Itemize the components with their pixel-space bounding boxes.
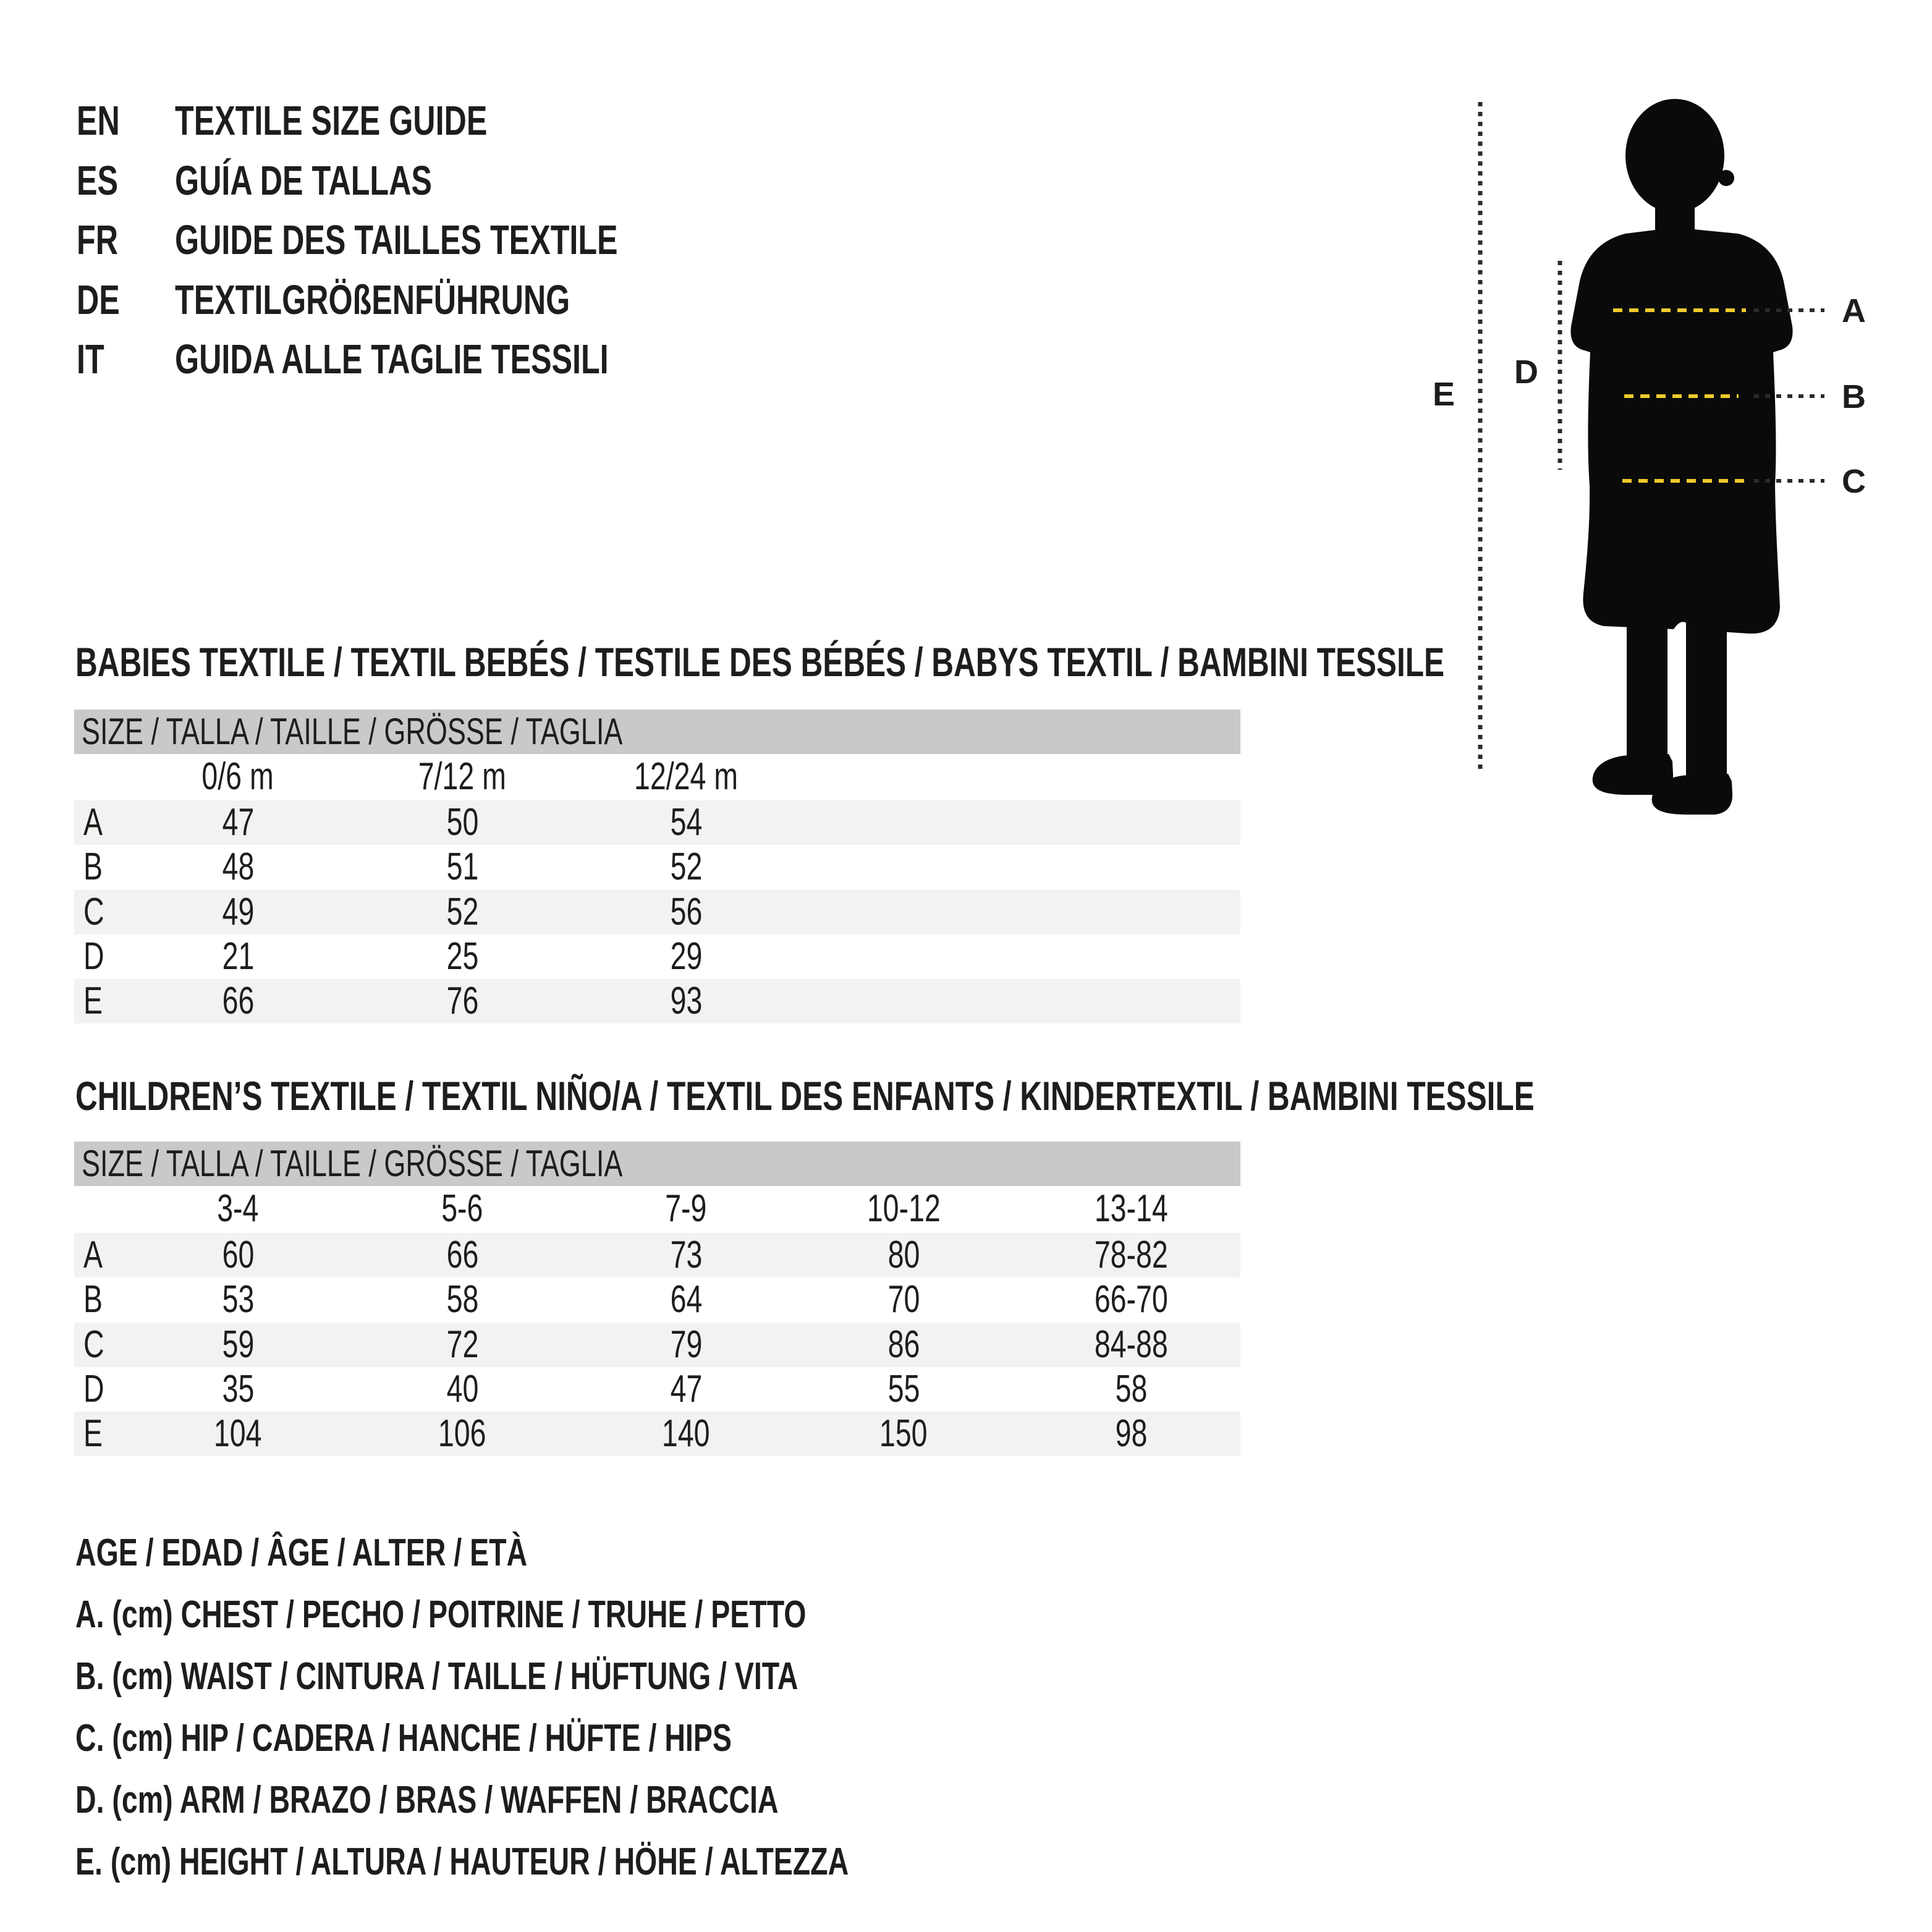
language-title: TEXTILGRÖßENFÜHRUNG: [175, 277, 570, 323]
row-label: B: [83, 845, 103, 888]
column-header: 7-9: [665, 1187, 707, 1230]
measure-label-e: E: [1433, 376, 1455, 413]
legend-line-chest: A. (cm) CHEST / PECHO / POITRINE / TRUHE / PETTO: [75, 1593, 807, 1636]
table-cell: 54: [670, 801, 702, 844]
table-cell: 55: [888, 1368, 920, 1410]
row-label: D: [83, 935, 104, 978]
table-cell: 66-70: [1094, 1278, 1168, 1321]
table-cell: 47: [670, 1368, 702, 1410]
table-row: [74, 845, 1240, 889]
column-header: 13-14: [1094, 1187, 1168, 1230]
table-cell: 59: [222, 1323, 254, 1366]
column-header: 12/24 m: [633, 755, 739, 798]
babies-section-heading: BABIES TEXTILE / TEXTIL BEBÉS / TESTILE DES BÉBÉS / BABYS TEXTIL / BAMBINI TESSILE: [75, 639, 1444, 685]
babies-column-header-row: [74, 755, 1240, 799]
language-title: GUIDE DES TAILLES TEXTILE: [175, 217, 618, 263]
table-cell: 58: [1115, 1368, 1147, 1410]
measure-label-d: D: [1514, 354, 1538, 391]
legend-line-waist: B. (cm) WAIST / CINTURA / TAILLE / HÜFTUNG / VITA: [75, 1655, 799, 1698]
table-row: [74, 1367, 1240, 1412]
child-silhouette: [1570, 99, 1792, 815]
table-cell: 64: [670, 1278, 702, 1321]
table-row: [74, 1233, 1240, 1277]
table-cell: 50: [446, 801, 478, 844]
table-cell: 29: [670, 935, 702, 978]
table-row: [74, 979, 1240, 1023]
measure-label-a: A: [1842, 292, 1866, 329]
table-cell: 80: [888, 1234, 920, 1276]
table-cell: 84-88: [1094, 1323, 1168, 1366]
language-title: GUIDA ALLE TAGLIE TESSILI: [175, 336, 609, 383]
child-measurement-figure: [1409, 74, 1932, 822]
language-row: [77, 277, 701, 323]
table-row: [74, 1323, 1240, 1367]
table-cell: 79: [670, 1323, 702, 1366]
language-code: EN: [77, 98, 120, 144]
language-code: FR: [77, 217, 118, 263]
language-code: DE: [77, 277, 120, 323]
children-column-header-row: [74, 1187, 1240, 1231]
table-cell: 52: [670, 845, 702, 888]
row-label: C: [83, 1323, 104, 1366]
row-label: A: [83, 801, 103, 844]
row-label: B: [83, 1278, 103, 1321]
language-row: [77, 158, 518, 204]
silhouette-body: [1570, 227, 1792, 633]
legend-line-age: AGE / EDAD / ÂGE / ALTER / ETÀ: [75, 1532, 528, 1574]
table-cell: 52: [446, 891, 478, 933]
silhouette-ear: [1718, 170, 1734, 186]
legend-line-height: E. (cm) HEIGHT / ALTURA / HAUTEUR / HÖHE / ALTEZZA: [75, 1841, 849, 1883]
table-cell: 47: [222, 801, 254, 844]
column-header: 10-12: [866, 1187, 941, 1230]
table-cell: 25: [446, 935, 478, 978]
row-label: E: [83, 1412, 103, 1455]
row-label: E: [83, 980, 103, 1022]
babies-size-header-band: SIZE / TALLA / TAILLE / GRÖSSE / TAGLIA: [74, 710, 1240, 754]
column-header: 3-4: [217, 1187, 259, 1230]
table-cell: 76: [446, 980, 478, 1022]
table-cell: 78-82: [1094, 1234, 1168, 1276]
table-cell: 70: [888, 1278, 920, 1321]
column-header: 5-6: [441, 1187, 483, 1230]
row-label: A: [83, 1234, 103, 1276]
table-row: [74, 934, 1240, 979]
table-row: [74, 800, 1240, 845]
table-cell: 72: [446, 1323, 478, 1366]
table-cell: 106: [438, 1412, 486, 1455]
language-row: [77, 98, 591, 144]
table-cell: 66: [222, 980, 254, 1022]
table-cell: 40: [446, 1368, 478, 1410]
table-row: [74, 890, 1240, 934]
table-cell: 104: [214, 1412, 262, 1455]
language-row: [77, 217, 765, 263]
table-row: [74, 1412, 1240, 1456]
table-cell: 53: [222, 1278, 254, 1321]
table-cell: 21: [222, 935, 254, 978]
table-cell: 86: [888, 1323, 920, 1366]
column-header: 0/6 m: [201, 755, 274, 798]
measure-label-b: B: [1842, 378, 1866, 415]
silhouette-right-leg: [1686, 600, 1727, 785]
legend-line-arm: D. (cm) ARM / BRAZO / BRAS / WAFFEN / BRACCIA: [75, 1779, 779, 1821]
table-cell: 140: [662, 1412, 710, 1455]
silhouette-left-leg: [1627, 600, 1667, 765]
table-cell: 98: [1115, 1412, 1147, 1455]
row-label: D: [83, 1368, 104, 1410]
language-row: [77, 336, 753, 383]
table-row: [74, 1277, 1240, 1322]
legend-line-hip: C. (cm) HIP / CADERA / HANCHE / HÜFTE / HIPS: [75, 1717, 732, 1760]
table-cell: 150: [879, 1412, 928, 1455]
column-header: 7/12 m: [418, 755, 507, 798]
silhouette-head: [1625, 99, 1724, 213]
table-cell: 56: [670, 891, 702, 933]
language-title: GUÍA DE TALLAS: [175, 158, 432, 204]
language-code: IT: [77, 336, 104, 383]
language-code: ES: [77, 158, 119, 204]
table-cell: 66: [446, 1234, 478, 1276]
table-cell: 60: [222, 1234, 254, 1276]
language-title: TEXTILE SIZE GUIDE: [175, 98, 488, 144]
table-cell: 93: [670, 980, 702, 1022]
row-label: C: [83, 891, 104, 933]
table-cell: 73: [670, 1234, 702, 1276]
children-size-header-band: SIZE / TALLA / TAILLE / GRÖSSE / TAGLIA: [74, 1142, 1240, 1186]
table-cell: 49: [222, 891, 254, 933]
table-cell: 51: [446, 845, 478, 888]
table-cell: 58: [446, 1278, 478, 1321]
measure-label-c: C: [1842, 463, 1866, 500]
table-cell: 48: [222, 845, 254, 888]
table-cell: 35: [222, 1368, 254, 1410]
children-section-heading: CHILDREN’S TEXTILE / TEXTIL NIÑO/A / TEXTIL DES ENFANTS / KINDERTEXTIL / BAMBINI TESSILE: [75, 1073, 1535, 1119]
